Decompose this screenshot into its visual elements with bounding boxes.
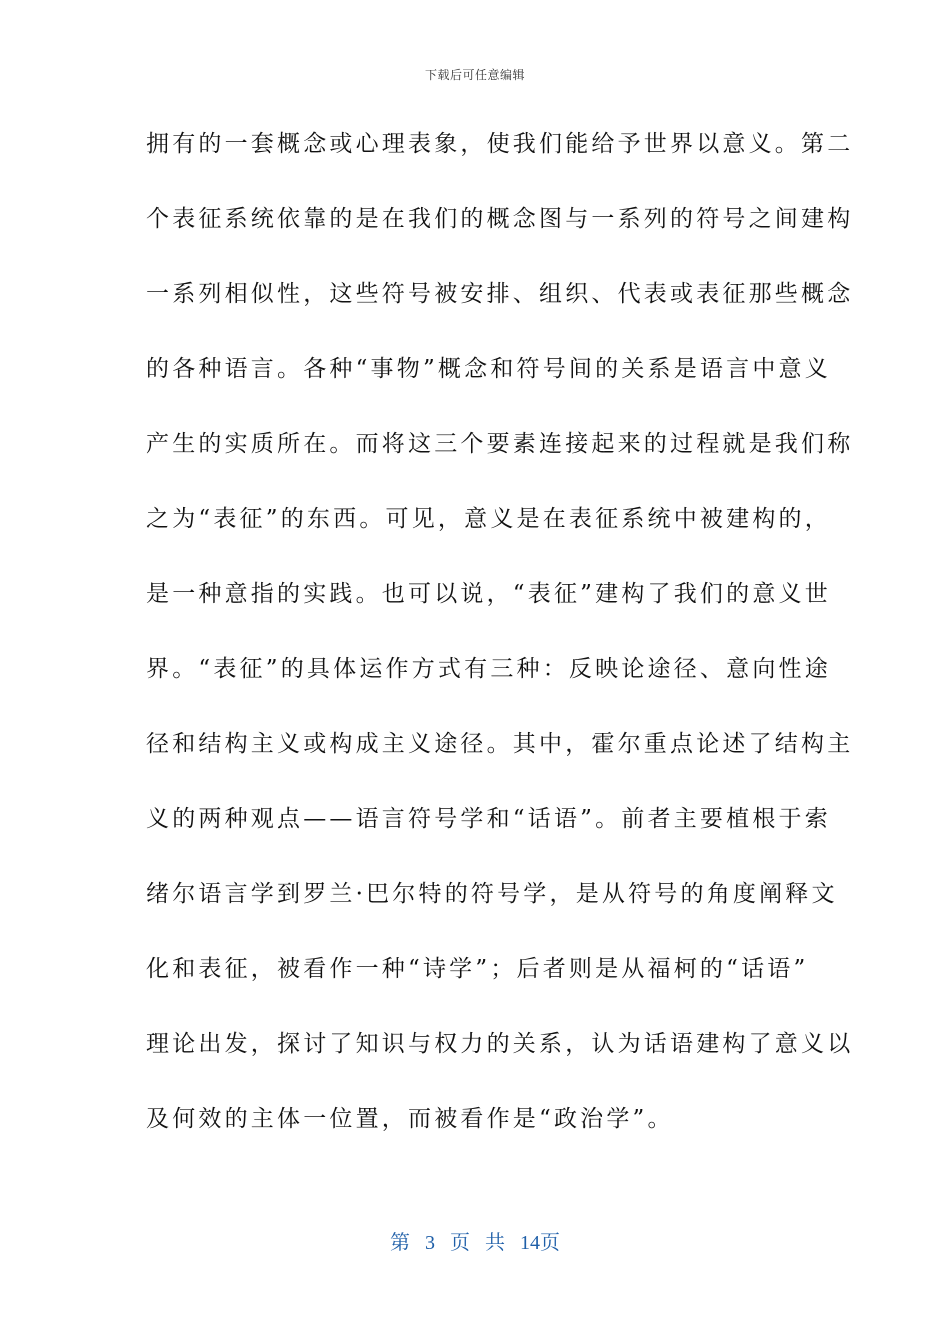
- document-body: [146, 124, 854, 1174]
- body-line: 绪尔语言学到罗兰·巴尔特的符号学，是从符号的角度阐释文: [146, 881, 838, 907]
- body-line: 一系列相似性，这些符号被安排、组织、代表或表征那些概念: [146, 281, 854, 307]
- body-line: 义的两种观点——语言符号学和“话语”。前者主要植根于索: [146, 806, 831, 832]
- body-line: 径和结构主义或构成主义途径。其中，霍尔重点论述了结构主: [146, 731, 854, 757]
- page-number-footer: 第 3 页 共 14页: [390, 1232, 560, 1254]
- body-line: 理论出发，探讨了知识与权力的关系，认为话语建构了意义以: [146, 1031, 854, 1057]
- body-line: 的各种语言。各种“事物”概念和符号间的关系是语言中意义: [146, 356, 831, 382]
- body-line: 化和表征，被看作一种“诗学”；后者则是从福柯的“话语”: [146, 956, 809, 982]
- body-line: 之为“表征”的东西。可见，意义是在表征系统中被建构的，: [146, 506, 831, 532]
- page-header: 下载后可任意编辑: [424, 68, 525, 82]
- body-line: 界。“表征”的具体运作方式有三种：反映论途径、意向性途: [146, 656, 831, 682]
- body-line: 是一种意指的实践。也可以说，“表征”建构了我们的意义世: [146, 581, 831, 607]
- body-line: 个表征系统依靠的是在我们的概念图与一系列的符号之间建构: [146, 206, 854, 232]
- body-line: 产生的实质所在。而将这三个要素连接起来的过程就是我们称: [146, 431, 854, 457]
- body-line: 及何效的主体一位置，而被看作是“政治学”。: [146, 1106, 674, 1132]
- body-line: 拥有的一套概念或心理表象，使我们能给予世界以意义。第二: [146, 131, 854, 157]
